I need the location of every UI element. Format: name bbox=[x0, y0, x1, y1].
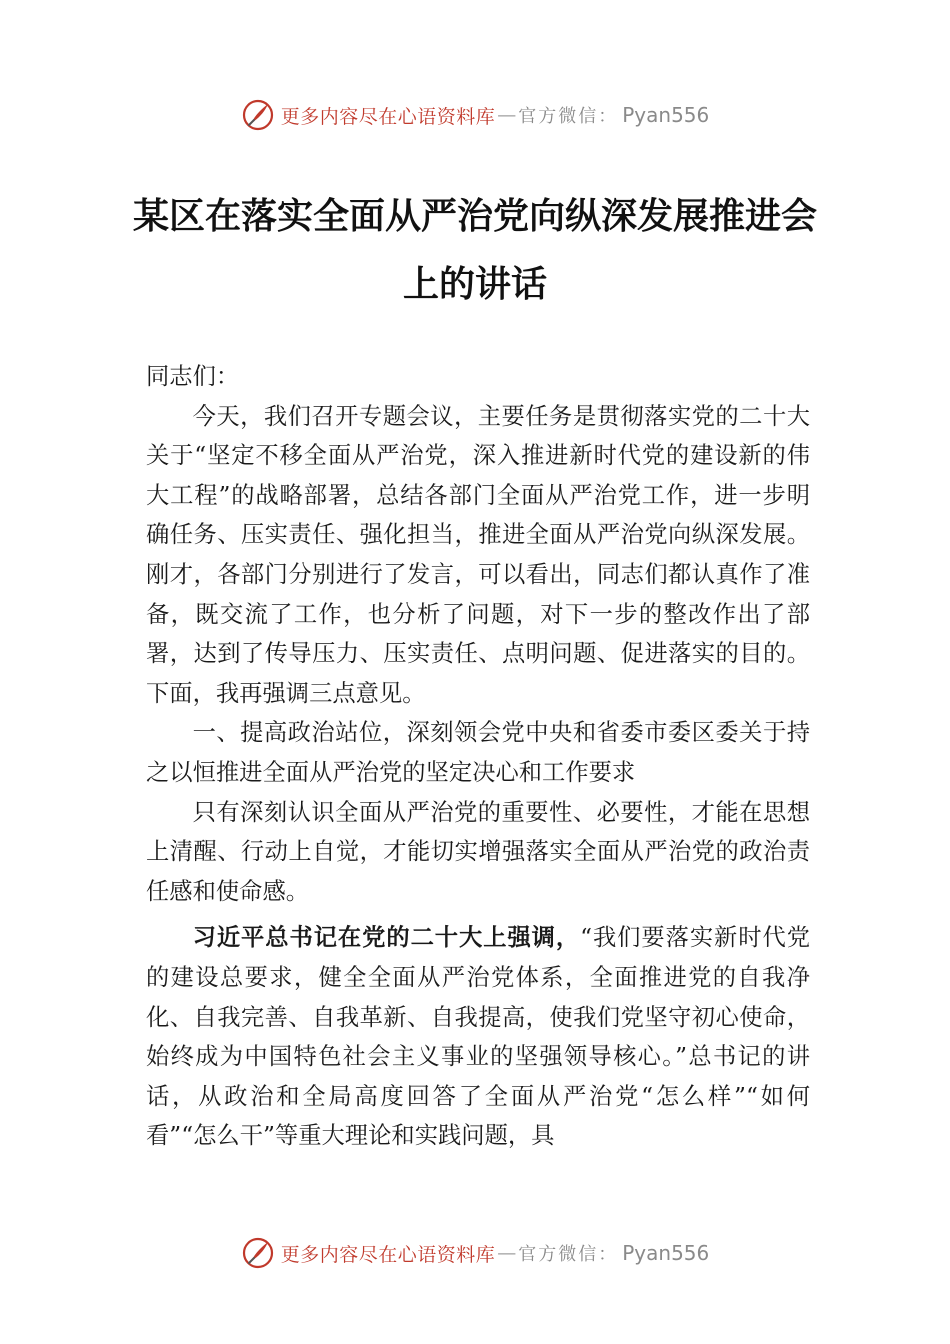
banner-wechat-id: Pyan556 bbox=[622, 103, 710, 127]
banner-wechat-id: Pyan556 bbox=[622, 1241, 710, 1265]
paragraph-importance: 只有深刻认识全面从严治党的重要性、必要性，才能在思想上清醒、行动上自觉，才能切实增强落实全面从严治党的政治责任感和使命感。 bbox=[146, 798, 810, 905]
salutation: 同志们： bbox=[146, 363, 240, 390]
quote-body: “我们要落实新时代党的建设总要求，健全全面从严治党体系，全面推进党的自我净化、自我完善、自我革新、自我提高，使我们党坚守初心使命，始终成为中国特色社会主义事业的坚强领导核心。”总书记的讲话，从政治和全局高度回答了全面从严治党“怎么样”“如何看”“怎么干”等重大理论和实践问题，具 bbox=[146, 924, 810, 1150]
banner-separator: — bbox=[497, 1242, 517, 1264]
footer-banner bbox=[0, 1233, 950, 1273]
paragraph-intro: 今天，我们召开专题会议，主要任务是贯彻落实党的二十大关于“坚定不移全面从严治党，深入推进新时代党的建设新的伟大工程”的战略部署，总结各部门全面从严治党工作，进一步明确任务、压实责任、强化担当，推进全面从严治党向纵深发展。刚才，各部门分别进行了发言，可以看出，同志们都认真作了准备，既交流了工作，也分析了问题，对下一步的整改作出了部署，达到了传导压力、压实责任、点明问题、促进落实的目的。下面，我再强调三点意见。 bbox=[146, 402, 810, 707]
banner-text: 更多内容尽在心语资料库 bbox=[280, 105, 496, 128]
quote-lead: 习近平总书记在党的二十大上强调， bbox=[192, 924, 581, 952]
quill-seal-logo-icon bbox=[241, 98, 275, 132]
quill-seal-logo-icon bbox=[241, 1236, 275, 1270]
section-heading-1: 一、提高政治站位，深刻领会党中央和省委市委区委关于持之以恒推进全面从严治党的坚定决心和工作要求 bbox=[146, 719, 810, 786]
paragraph-quote bbox=[146, 918, 810, 1156]
banner-wechat-label: 官方微信： bbox=[518, 106, 619, 127]
header-banner bbox=[0, 95, 950, 135]
document-title: 某区在落实全面从严治党向纵深发展推进会上的讲话 bbox=[132, 195, 817, 305]
document-body bbox=[146, 357, 810, 1156]
banner-text: 更多内容尽在心语资料库 bbox=[280, 1243, 496, 1266]
banner-separator: — bbox=[497, 104, 517, 126]
banner-wechat-label: 官方微信： bbox=[518, 1244, 619, 1265]
